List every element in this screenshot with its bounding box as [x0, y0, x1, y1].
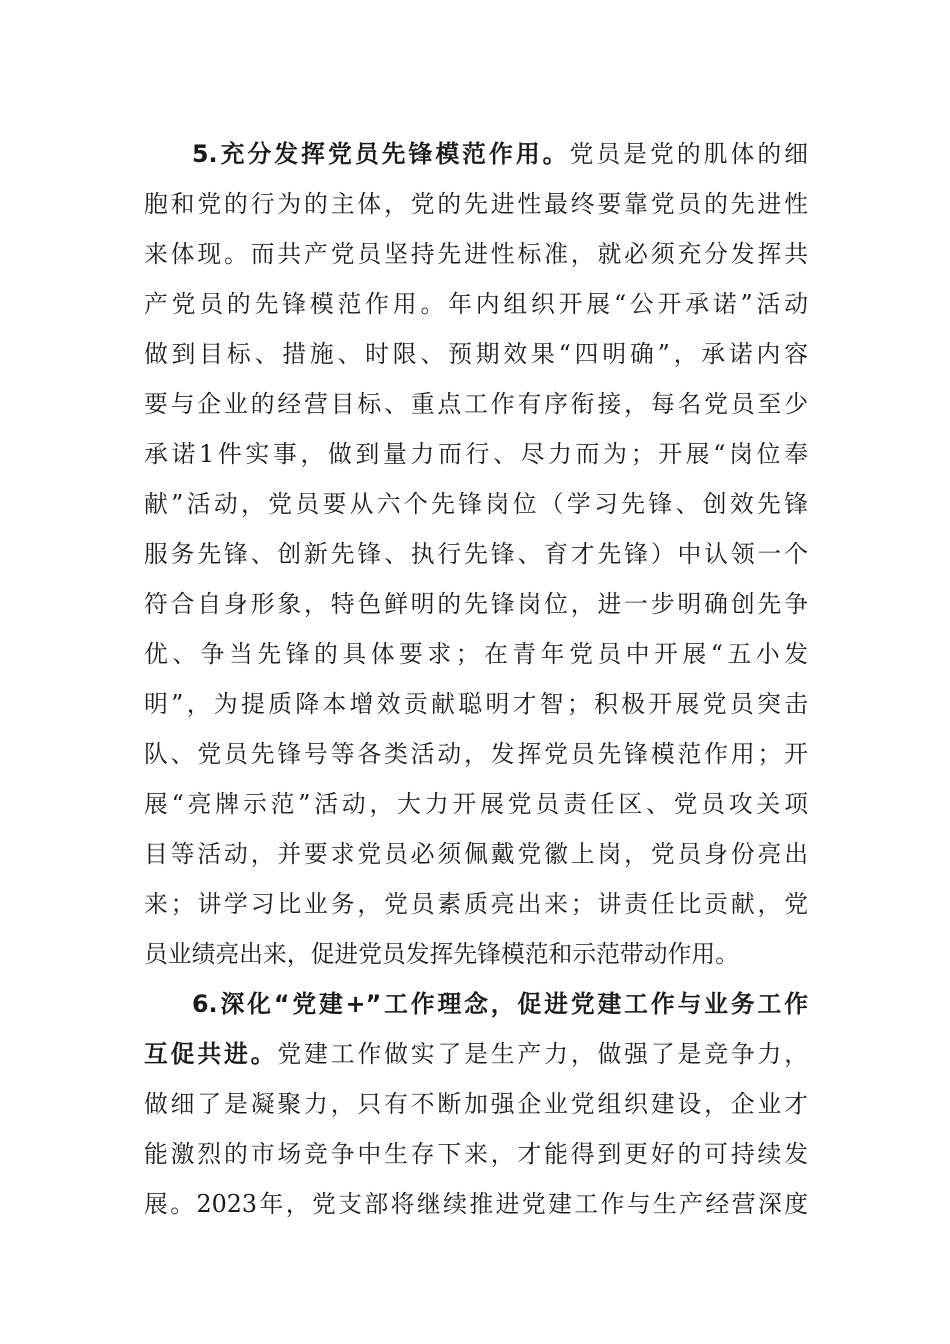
text-line: 献”活动，党员要从六个先锋岗位（学习先锋、创效先锋: [144, 490, 808, 518]
text-line: 队、党员先锋号等各类活动，发挥党员先锋模范作用；开: [144, 740, 808, 768]
paragraph-heading: 5.充分发挥党员先锋模范作用。: [192, 140, 570, 168]
text-line: 服务先锋、创新先锋、执行先锋、育才先锋）中认领一个: [144, 540, 808, 568]
text-line: 能激烈的市场竞争中生存下来，才能得到更好的可持续发: [144, 1140, 808, 1168]
text-line: 员业绩亮出来，促进党员发挥先锋模范和示范带动作用。: [144, 940, 739, 968]
text-line: [144, 979, 808, 1029]
text-line: 目等活动，并要求党员必须佩戴党徽上岗，党员身份亮出: [144, 840, 808, 868]
text-line: 做细了是凝聚力，只有不断加强企业党组织建设，企业才: [144, 1090, 808, 1118]
text-line: 来体现。而共产党员坚持先进性标准，就必须充分发挥共: [144, 240, 808, 268]
text-line: 胞和党的行为的主体，党的先进性最终要靠党员的先进性: [144, 190, 808, 218]
paragraph-heading: 6.深化“党建+”工作理念，促进党建工作与业务工作: [192, 990, 808, 1018]
text-line: 互促共进。党建工作做实了是生产力，做强了是竞争力，: [144, 1040, 809, 1068]
text-line: 做到目标、措施、时限、预期效果“四明确”，承诺内容: [144, 340, 808, 368]
text-line: 产党员的先锋模范作用。年内组织开展“公开承诺”活动: [144, 290, 808, 318]
paragraph-heading-cont: 互促共进。: [144, 1040, 278, 1068]
text-line: 优、争当先锋的具体要求；在青年党员中开展“五小发: [144, 640, 808, 668]
paragraph-5: [144, 129, 808, 979]
text-line: 展。2023年，党支部将继续推进党建工作与生产经营深度: [144, 1190, 808, 1218]
paragraph-6: [144, 979, 808, 1229]
document-body: [144, 129, 808, 1229]
text-line: 来；讲学习比业务，党员素质亮出来；讲责任比贡献，党: [144, 890, 808, 918]
text-line: 展“亮牌示范”活动，大力开展党员责任区、党员攻关项: [144, 790, 808, 818]
text-line: 明”，为提质降本增效贡献聪明才智；积极开展党员突击: [144, 690, 808, 718]
text-line: 要与企业的经营目标、重点工作有序衔接，每名党员至少: [144, 390, 808, 418]
text-line: 符合自身形象，特色鲜明的先锋岗位，进一步明确创先争: [144, 590, 808, 618]
text-line: 5.充分发挥党员先锋模范作用。党员是党的肌体的细: [192, 140, 808, 168]
text-line: 承诺1件实事，做到量力而行、尽力而为；开展“岗位奉: [144, 440, 808, 468]
